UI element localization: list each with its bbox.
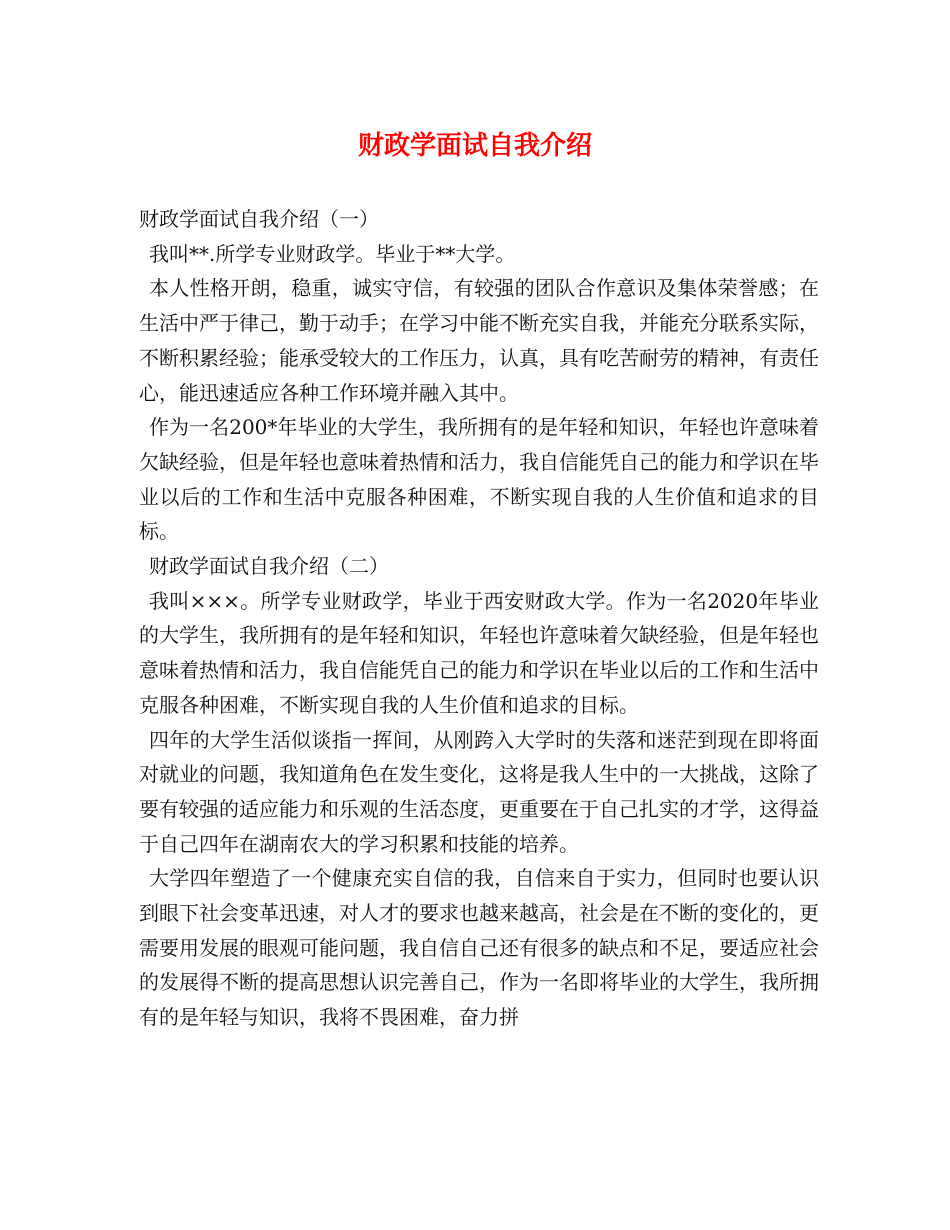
paragraph: 大学四年塑造了一个健康充实自信的我，自信来自于实力，但同时也要认识到眼下社会变革迅速，对人才的要求也越来越高，社会是在不断的变化的，更需要用发展的眼观可能问题，我自信自己还有很多的缺点和不足，要适应社会的发展得不断的提高思想认识完善自己，作为一名即将毕业的大学生，我所拥有的是年轻与知识，我将不畏困难，奋力拼: [139, 866, 819, 1030]
paragraph: 我叫**.所学专业财政学。毕业于**大学。: [149, 241, 516, 266]
document-body: [139, 202, 819, 1035]
paragraph: 作为一名200*年毕业的大学生，我所拥有的是年轻和知识，年轻也许意味着欠缺经验，但是年轻也意味着热情和活力，我自信能凭自己的能力和学识在毕业以后的工作和生活中克服各种困难，不断实现自我的人生价值和追求的目标。: [139, 415, 819, 544]
paragraph: 我叫×××。所学专业财政学，毕业于西安财政大学。作为一名2020年毕业的大学生，我所拥有的是年轻和知识，年轻也许意味着欠缺经验，但是年轻也意味着热情和活力，我自信能凭自己的能力和学识在毕业以后的工作和生活中克服各种困难，不断实现自我的人生价值和追求的目标。: [139, 588, 819, 717]
section-2: [139, 549, 819, 1035]
paragraph: 四年的大学生活似谈指一挥间，从刚跨入大学时的失落和迷茫到现在即将面对就业的问题，我知道角色在发生变化，这将是我人生中的一大挑战，这除了要有较强的适应能力和乐观的生活态度，更重要在于自己扎实的才学，这得益于自己四年在湖南农大的学习积累和技能的培养。: [139, 727, 819, 856]
section-heading: 财政学面试自我介绍（一）: [139, 207, 379, 231]
section-1: [139, 202, 819, 549]
paragraph: 本人性格开朗，稳重，诚实守信，有较强的团队合作意识及集体荣誉感；在生活中严于律己，勤于动手；在学习中能不断充实自我，并能充分联系实际，不断积累经验；能承受较大的工作压力，认真，具有吃苦耐劳的精神，有责任心，能迅速适应各种工作环境并融入其中。: [139, 276, 819, 405]
section-heading: 财政学面试自我介绍（二）: [149, 554, 389, 579]
document-title: 财政学面试自我介绍: [357, 131, 592, 161]
